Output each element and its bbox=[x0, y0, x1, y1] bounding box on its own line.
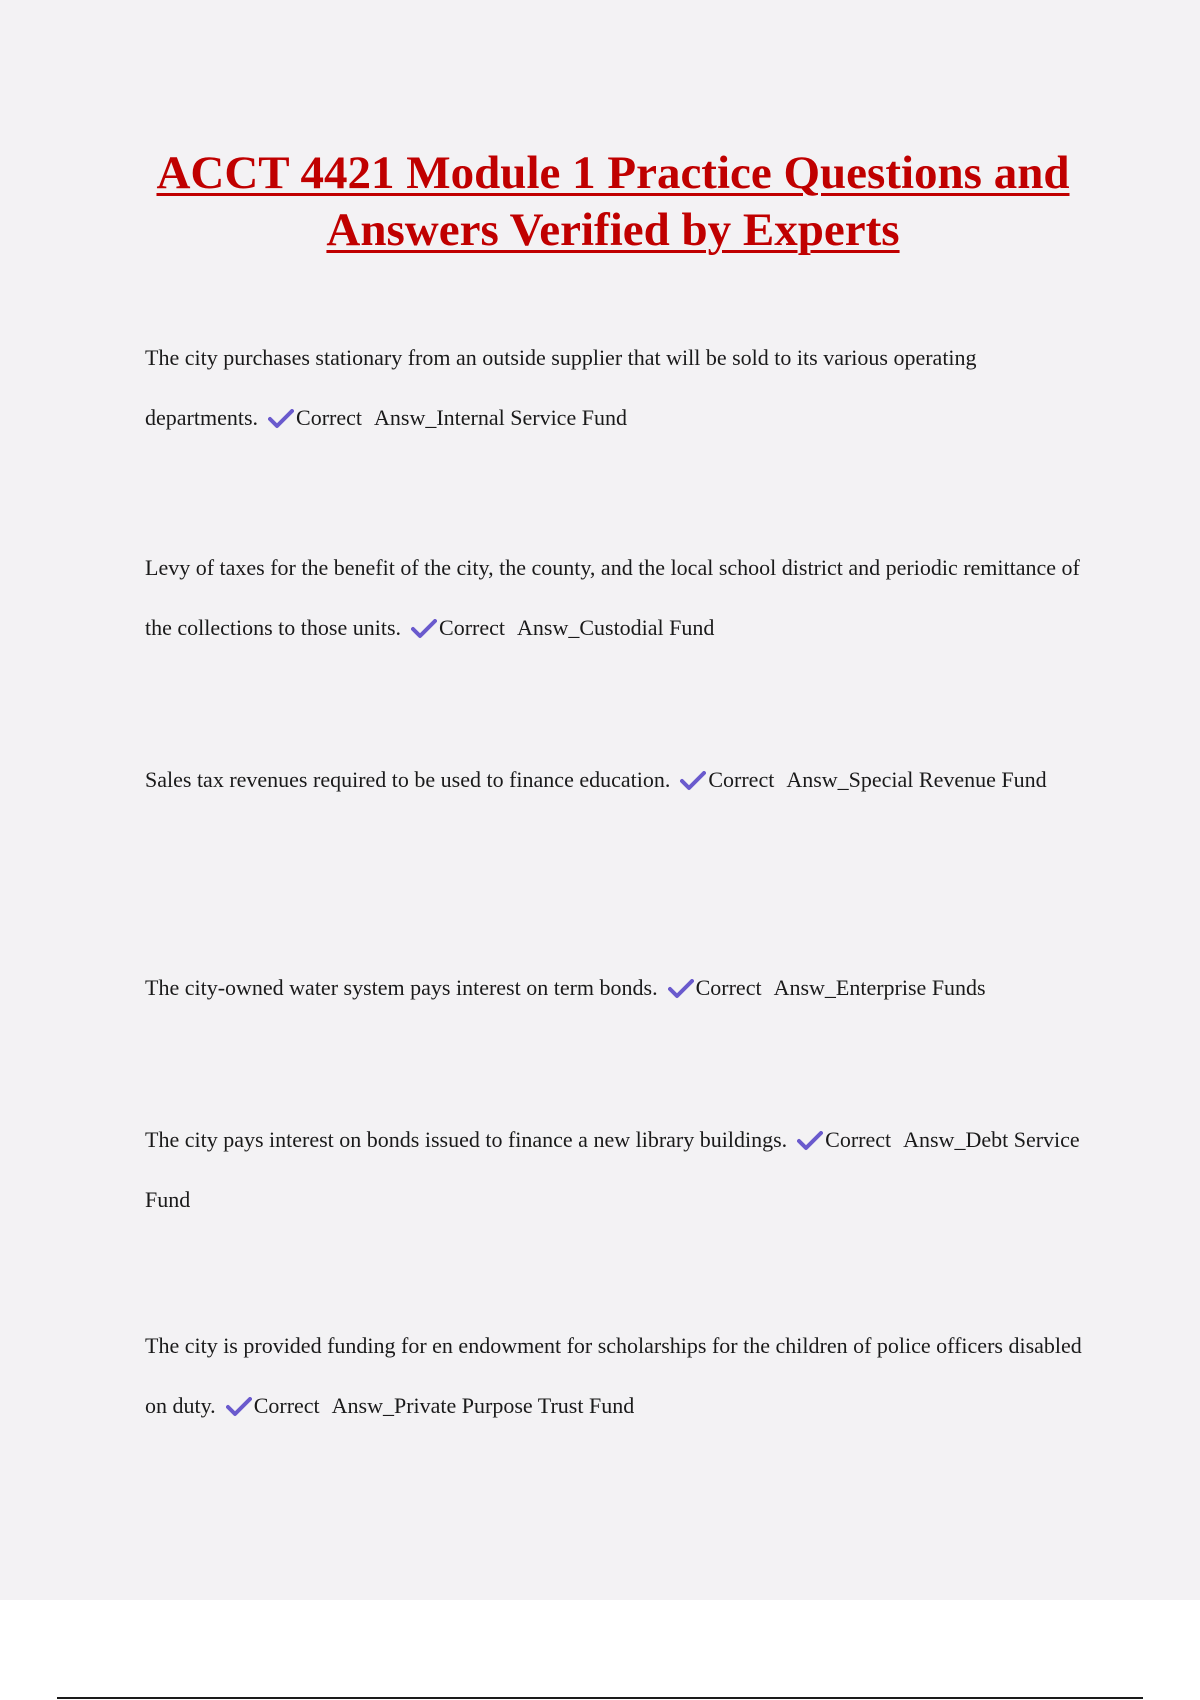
footer-divider bbox=[57, 1697, 1143, 1699]
checkmark-icon bbox=[268, 409, 294, 429]
checkmark-icon bbox=[680, 771, 706, 791]
answer-text: Answ_Debt Service Fund bbox=[145, 1127, 1080, 1212]
correct-label: Correct bbox=[825, 1127, 892, 1152]
answer-text: Answ_Private Purpose Trust Fund bbox=[331, 1393, 635, 1418]
question-text: The city purchases stationary from an outside supplier that will be sold to its various operating departments. bbox=[145, 345, 977, 430]
question-text: Levy of taxes for the benefit of the city, the county, and the local school district and periodic remittance of the collections to those units. bbox=[145, 555, 1080, 640]
question-text: The city pays interest on bonds issued to finance a new library buildings. bbox=[145, 1127, 788, 1152]
question-text: The city is provided funding for en endowment for scholarships for the children of police officers disabled on duty. bbox=[145, 1333, 1082, 1418]
qa-item bbox=[145, 1110, 1095, 1230]
qa-item bbox=[145, 750, 1095, 810]
question-text: The city-owned water system pays interest on term bonds. bbox=[145, 975, 658, 1000]
correct-label: Correct bbox=[708, 767, 775, 792]
document-title: ACCT 4421 Module 1 Practice Questions and Answers Verified by Experts bbox=[156, 147, 1070, 256]
correct-label: Correct bbox=[296, 405, 362, 430]
correct-label: Correct bbox=[253, 1393, 320, 1418]
qa-item bbox=[145, 328, 1095, 448]
answer-text: Answ_Enterprise Funds bbox=[773, 975, 986, 1000]
checkmark-icon bbox=[226, 1397, 252, 1417]
question-text: Sales tax revenues required to be used to finance education. bbox=[145, 767, 671, 792]
checkmark-icon bbox=[668, 979, 694, 999]
answer-text: Answ_Special Revenue Fund bbox=[786, 767, 1047, 792]
answer-text: Answ_Internal Service Fund bbox=[374, 405, 627, 430]
checkmark-icon bbox=[411, 619, 437, 639]
correct-label: Correct bbox=[439, 615, 505, 640]
qa-item bbox=[145, 1316, 1095, 1436]
checkmark-icon bbox=[797, 1131, 823, 1151]
qa-item bbox=[145, 958, 1095, 1018]
qa-item bbox=[145, 538, 1095, 658]
answer-text: Answ_Custodial Fund bbox=[517, 615, 715, 640]
correct-label: Correct bbox=[695, 975, 762, 1000]
